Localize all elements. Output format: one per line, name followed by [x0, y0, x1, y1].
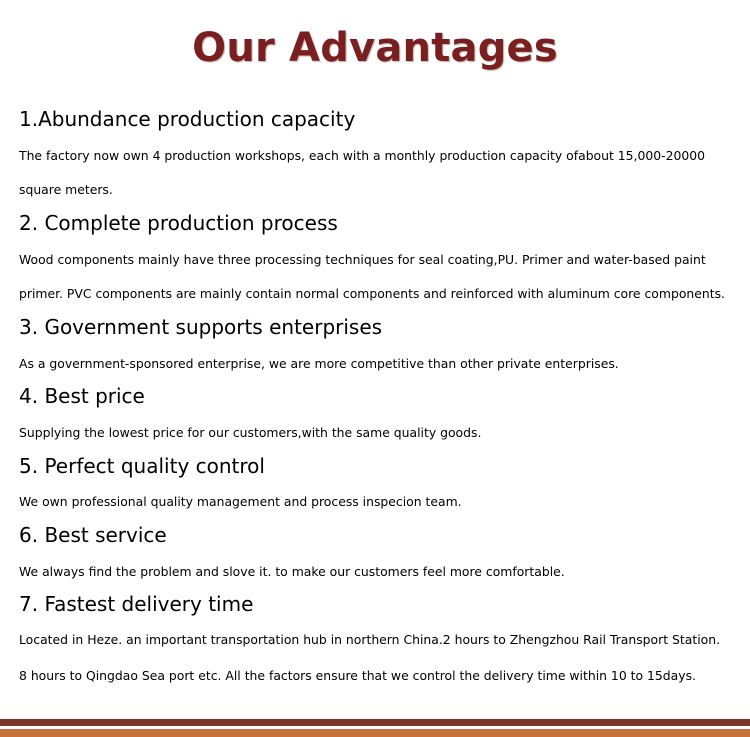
- section-text-line: Supplying the lowest price for our customers,with the same quality goods.: [19, 425, 482, 440]
- section-text-line: We own professional quality management and process inspecion team.: [19, 494, 462, 509]
- section-text-line: square meters.: [19, 182, 113, 197]
- section-heading-delivery-time: 7. Fastest delivery time: [19, 592, 254, 616]
- section-heading-best-service: 6. Best service: [19, 523, 167, 547]
- section-text-line: 8 hours to Qingdao Sea port etc. All the factors ensure that we control the delivery time within 10 to 15days.: [19, 668, 696, 683]
- section-text-line: Located in Heze. an important transportation hub in northern China.2 hours to Zhengzhou Rail Transport Station.: [19, 632, 721, 647]
- section-heading-quality-control: 5. Perfect quality control: [19, 454, 265, 478]
- section-text-line: We always find the problem and slove it. to make our customers feel more comfortable.: [19, 564, 565, 579]
- section-text-line: As a government-sponsored enterprise, we are more competitive than other private enterprises.: [19, 356, 619, 371]
- bottom-band-light: [0, 729, 750, 737]
- section-heading-government-support: 3. Government supports enterprises: [19, 315, 383, 339]
- section-heading-best-price: 4. Best price: [19, 384, 145, 408]
- bottom-band-dark: [0, 719, 750, 726]
- page-title: Our Advantages: [192, 25, 558, 71]
- section-heading-production-capacity: 1.Abundance production capacity: [19, 107, 356, 131]
- section-text-line: The factory now own 4 production workshops, each with a monthly production capacity ofabout 15,000-20000: [19, 148, 706, 163]
- section-text-line: primer. PVC components are mainly contain normal components and reinforced with aluminum core components.: [19, 286, 725, 301]
- section-heading-production-process: 2. Complete production process: [19, 211, 338, 235]
- section-text-line: Wood components mainly have three processing techniques for seal coating,PU. Primer and water-based paint: [19, 252, 706, 267]
